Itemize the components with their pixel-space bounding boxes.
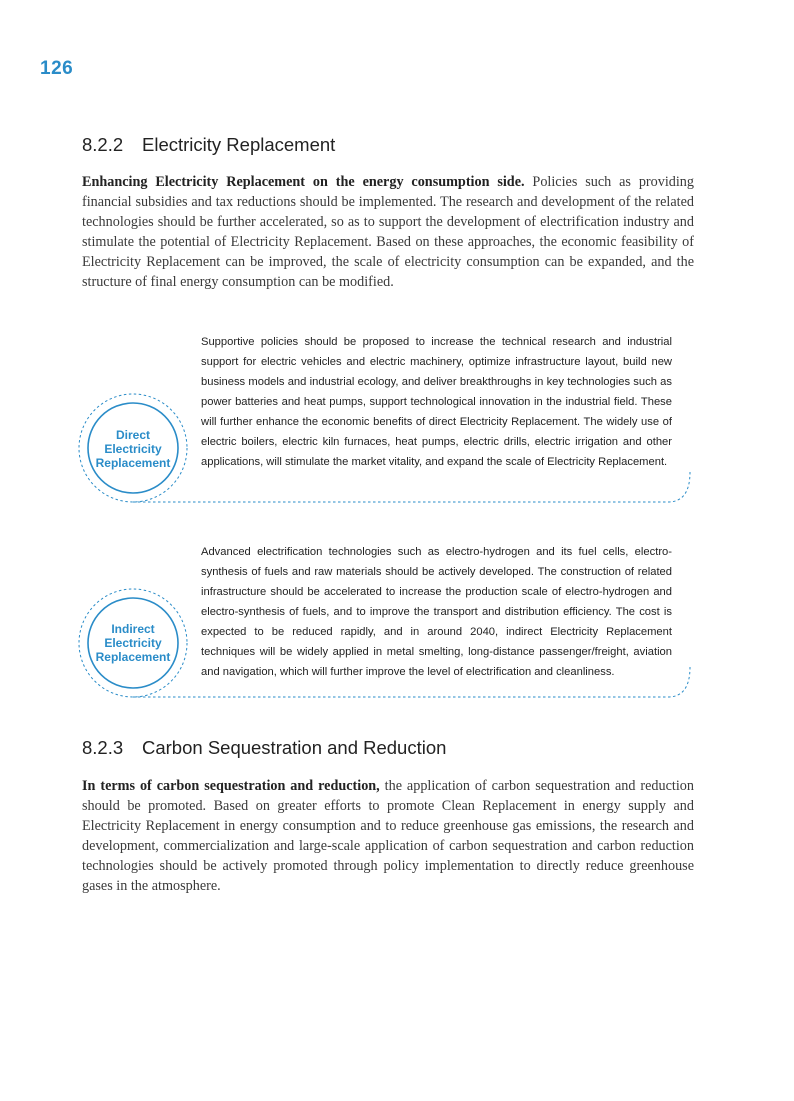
label-line: Replacement: [95, 456, 171, 470]
label-line: Replacement: [95, 650, 171, 664]
lead-bold-text: In terms of carbon sequestration and reduction,: [82, 778, 380, 794]
label-line: Indirect: [111, 622, 155, 636]
section-title: Electricity Replacement: [142, 134, 336, 155]
callout-text-indirect: Advanced electrification technologies such as electro-hydrogen and its fuel cells, electro-synthesis of fuels and raw materials should be actively developed. The construction of related infrastructure should be accelerated to increase the production scale of electro-hydrogen and electro-synthesis of fuels, and to improve the transport and distribution efficiency. The cost is expected to be reduced rapidly, and in around 2040, indirect Electricity Replacement techniques will be widely applied in metal smelting, long-distance passenger/freight, aviation and navigation, which will further improve the level of electrification and cleanliness.: [201, 546, 672, 678]
circle-label-indirect: [88, 622, 178, 664]
label-line: Direct: [115, 428, 150, 442]
section-heading-8-2-3: [82, 737, 446, 759]
paragraph-electricity-replacement: [82, 172, 694, 293]
paragraph-body: Policies such as providing financial subsidies and tax reductions should be implemented. The research and development of the related technologies should be further accelerated, so as to support the development of electrification industry and stimulate the potential of Electricity Replacement. Based on these approaches, the economic feasibility of Electricity Replacement can be improved, the scale of electricity consumption can be expanded, and the structure of final energy consumption can be modified.: [82, 174, 694, 291]
section-number: 8.2.2: [82, 134, 124, 155]
paragraph-carbon-sequestration: [82, 776, 694, 897]
lead-bold-text: Enhancing Electricity Replacement on the energy consumption side.: [82, 174, 525, 190]
circle-label-direct: [88, 428, 178, 470]
section-title: Carbon Sequestration and Reduction: [142, 737, 447, 758]
section-number: 8.2.3: [82, 737, 124, 758]
page-number: 126: [40, 58, 74, 79]
paragraph-body: the application of carbon sequestration and reduction should be promoted. Based on greater efforts to promote Clean Replacement in energy supply and Electricity Replacement in energy consumption and to reduce greenhouse gas emissions, the research and development, commercialization and large-scale application of carbon sequestration and carbon reduction technologies should be actively promoted through policy implementation to directly reduce greenhouse gases in the atmosphere.: [82, 778, 694, 895]
callout-direct-electricity-replacement: [78, 330, 698, 506]
label-line: Electricity: [104, 442, 162, 456]
section-heading-8-2-2: [82, 134, 335, 156]
callout-indirect-electricity-replacement: [78, 540, 698, 716]
label-line: Electricity: [104, 636, 162, 650]
callout-text-direct: Supportive policies should be proposed to increase the technical research and industrial support for electric vehicles and electric machinery, optimize infrastructure layout, build new business models and industrial ecology, and deliver breakthroughs in key technologies such as power batteries and heat pumps, support technological innovation in the industrial field. These will further enhance the economic benefits of direct Electricity Replacement. The widely use of electric boilers, electric kiln furnaces, heat pumps, electric drills, electric irrigation and other applications, will stimulate the market vitality, and expand the scale of Electricity Replacement.: [201, 336, 672, 468]
